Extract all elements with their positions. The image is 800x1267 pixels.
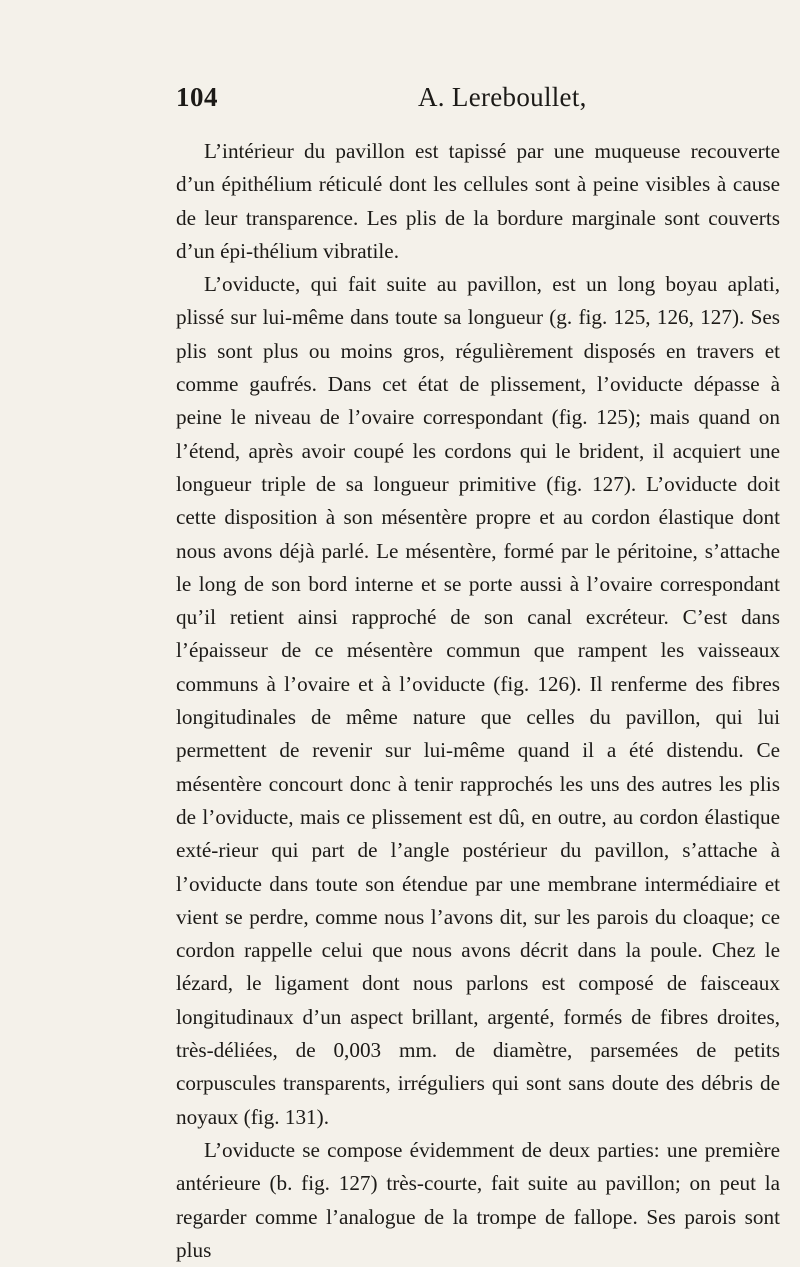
paragraph: L’intérieur du pavillon est tapissé par une muqueuse recouverte d’un épithélium réticulé dont les cellules sont à peine visibles à cause de leur transparence. Les plis de la bordure marginale sont couverts d’un épi-thélium vibratile. — [176, 139, 780, 263]
body-text — [176, 135, 780, 1267]
page-number: 104 — [176, 82, 218, 112]
paragraph: L’oviducte, qui fait suite au pavillon, est un long boyau aplati, plissé sur lui-même dans toute sa longueur (g. fig. 125, 126, 127). Ses plis sont plus ou moins gros, régulièrement disposés en travers et comme gaufrés. Dans cet état de plissement, l’oviducte dépasse à peine le niveau de l’ovaire correspondant (fig. 125); mais quand on l’étend, après avoir coupé les cordons qui le brident, il acquiert une longueur triple de sa longueur primitive (fig. 127). L’oviducte doit cette disposition à son mésentère propre et au cordon élastique dont nous avons déjà parlé. Le mésentère, formé par le péritoine, s’attache le long de son bord interne et se porte aussi à l’ovaire correspondant qu’il retient ainsi rapproché de son canal excréteur. C’est dans l’épaisseur de ce mésentère commun que rampent les vaisseaux communs à l’ovaire et à l’oviducte (fig. 126). Il renferme des fibres longitudinales de même nature que celles du pavillon, qui lui permettent de revenir sur lui-même quand il a été distendu. Ce mésentère concourt donc à tenir rapprochés les uns des autres les plis de l’oviducte, mais ce plissement est dû, en outre, au cordon élastique exté-rieur qui part de l’angle postérieur du pavillon, s’attache à l’oviducte dans toute son étendue par une membrane intermédiaire et vient se perdre, comme nous l’avons dit, sur les parois du cloaque; ce cordon rappelle celui que nous avons décrit dans la poule. Chez le lézard, le ligament dont nous parlons est composé de faisceaux longitudinaux d’un aspect brillant, argenté, formés de fibres droites, très-déliées, de 0,003 mm. de diamètre, parsemées de petits corpuscules transparents, irréguliers qui sont sans doute des débris de noyaux (fig. 131). — [176, 272, 780, 1129]
running-head: A. Lereboullet, — [418, 82, 587, 112]
page-header — [176, 82, 776, 116]
paragraph: L’oviducte se compose évidemment de deux parties: une première antérieure (b. fig. 127) très-courte, fait suite au pavillon; on peut la regarder comme l’analogue de la trompe de fallope. Ses parois sont plus — [176, 1137, 780, 1262]
